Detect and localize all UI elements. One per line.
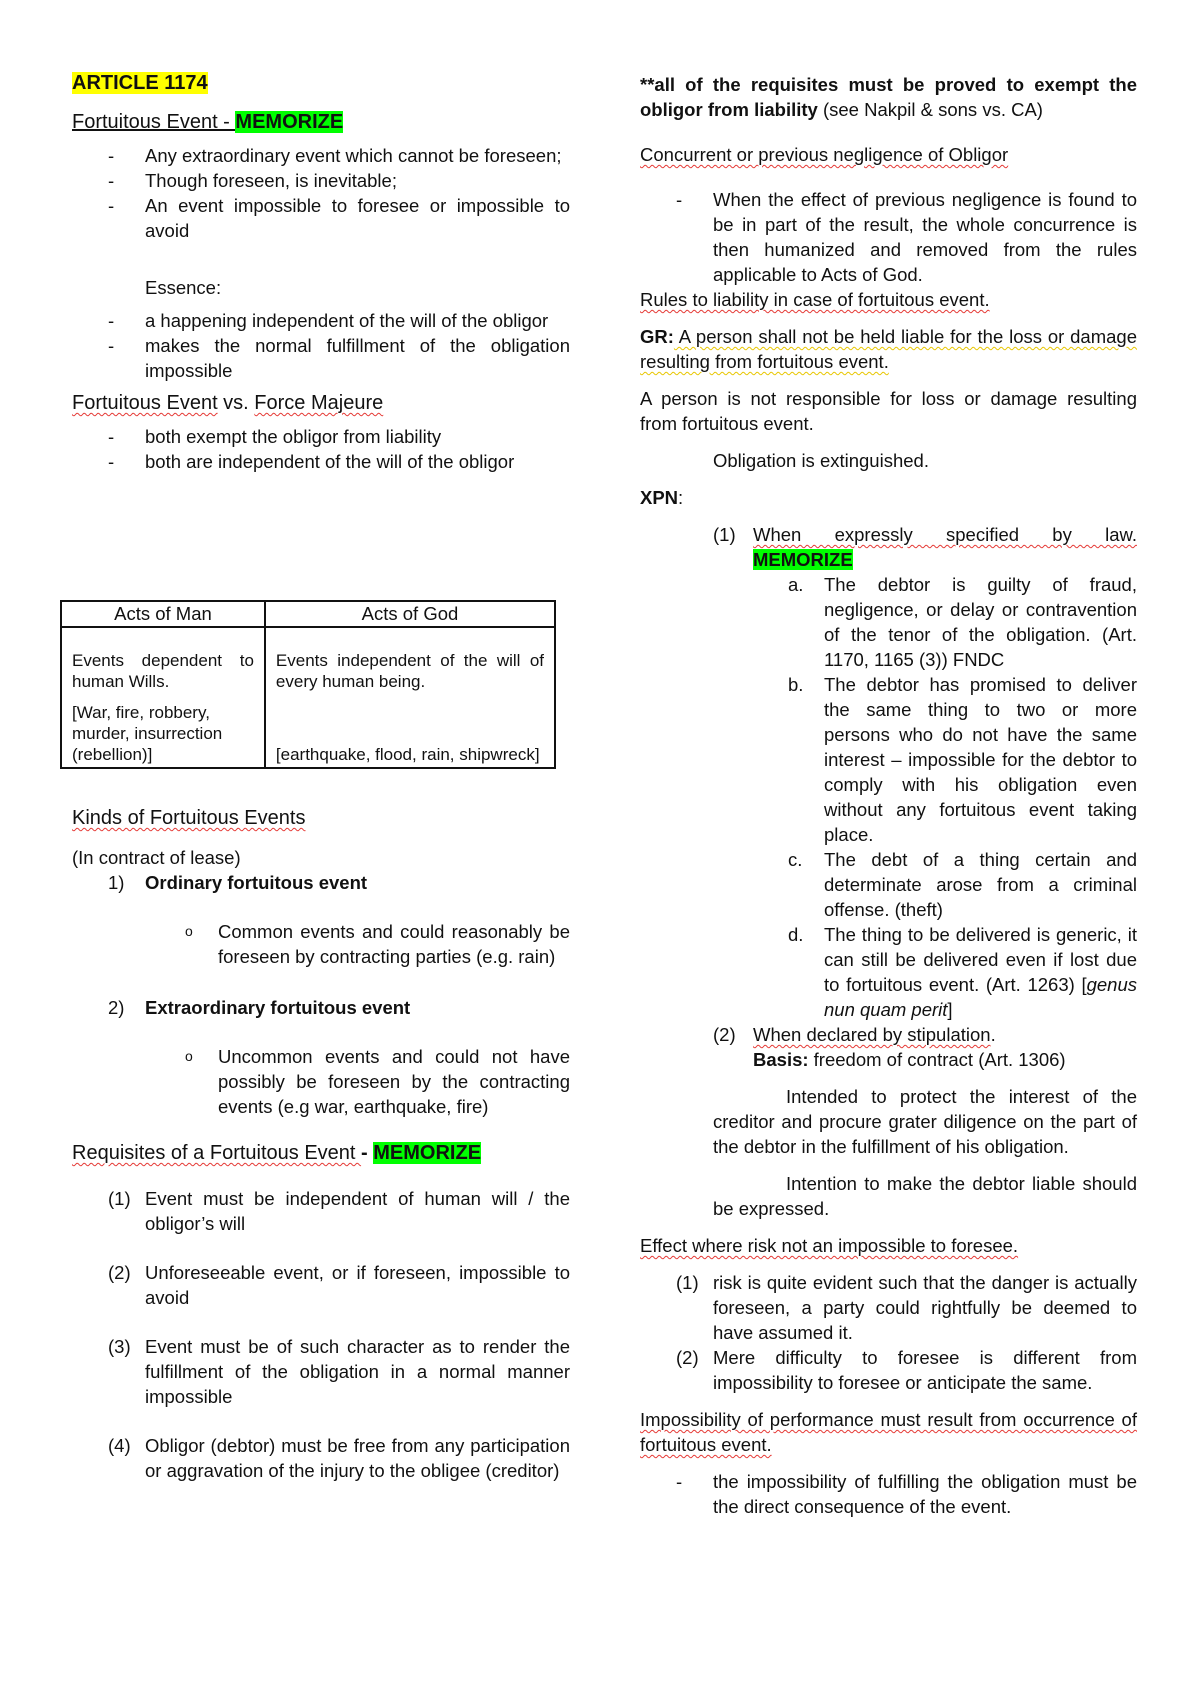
essence-label: Essence: [145, 277, 222, 298]
list-item: 2) Extraordinary fortuitous event [108, 997, 411, 1018]
list-item: o Uncommon events and could not have possibly be foreseen by the contracting events (e.g war, earthquake, fire) [185, 1046, 570, 1117]
intended-note: Intended to protect the interest of the creditor and procure grater diligence on the part of the debtor in the fulfillment of his obligation. [713, 1086, 1137, 1157]
kinds-note: (In contract of lease) [72, 847, 241, 868]
list-item: - a happening independent of the will of the obligor [108, 310, 549, 331]
list-item: (1) risk is quite evident such that the danger is actually foreseen, a party could rightfully be deemed to have assumed it. [676, 1272, 1137, 1343]
table-cell: Events dependent to human Wills. [War, fire, robbery, murder, insurrection (rebellion)] [61, 627, 265, 768]
list-item: - When the effect of previous negligence is found to be in part of the result, the whole concurrence is then humanized and removed from the rules applicable to Acts of God. [676, 189, 1137, 285]
effect-heading: Effect where risk not an impossible to foresee. [640, 1235, 1019, 1256]
list-item: d. The thing to be delivered is generic, it can still be delivered even if lost due to fortuitous event. (Art. 1263) [genus nun quam perit] [788, 924, 1137, 1020]
kinds-heading: Kinds of Fortuitous Events [72, 807, 306, 829]
list-item: o Common events and could reasonably be foreseen by contracting parties (e.g. rain) [185, 921, 570, 967]
table-header: Acts of Man [61, 601, 265, 627]
fortuitous-event-list [72, 143, 570, 243]
concurrent-heading: Concurrent or previous negligence of Obligor [640, 144, 1009, 165]
table-header: Acts of God [265, 601, 555, 627]
fortuitous-event-heading: Fortuitous Event - MEMORIZE [72, 111, 344, 133]
list-item: (2) Unforeseeable event, or if foreseen, impossible to avoid [108, 1262, 570, 1308]
list-item: - Any extraordinary event which cannot be foreseen; [108, 145, 562, 166]
table-cell: Events independent of the will of every human being. [earthquake, flood, rain, shipwreck] [265, 627, 555, 768]
all-requisites-note: **all of the requisites must be proved to exempt the obligor from liability (see Nakpil & sons vs. CA) [640, 74, 1137, 120]
exception-1: (1) When expressly specified by law. MEMORIZE [713, 524, 1137, 570]
article-heading: ARTICLE 1174 [72, 72, 208, 94]
right-column [640, 72, 1137, 1519]
rules-heading: Rules to liability in case of fortuitous event. [640, 289, 990, 310]
requisites-heading: Requisites of a Fortuitous Event - MEMORIZE [72, 1142, 482, 1164]
list-item: c. The debt of a thing certain and determinate arose from a criminal offense. (theft) [788, 849, 1137, 920]
extinguished-note: Obligation is extinguished. [713, 450, 929, 471]
essence-list [72, 308, 570, 383]
memorize-badge: MEMORIZE [235, 111, 344, 133]
acts-table [60, 600, 556, 769]
intention-note: Intention to make the debtor liable should be expressed. [713, 1173, 1137, 1219]
xpn-label: XPN: [640, 487, 684, 508]
list-item: (4) Obligor (debtor) must be free from any participation or aggravation of the injury to the obligee (creditor) [108, 1435, 570, 1481]
general-rule: GR: A person shall not be held liable for the loss or damage resulting from fortuitous event. [640, 326, 1137, 372]
list-item: b. The debtor has promised to deliver the same thing to two or more persons who do not have the same interest – impossible for the debtor to comply with his obligation even without any fortuitous event taking place. [788, 674, 1137, 845]
list-item: a. The debtor is guilty of fraud, negligence, or delay or contravention of the tenor of the obligation. (Art. 1170, 1165 (3)) FNDC [788, 574, 1137, 670]
left-column [72, 70, 570, 474]
impossibility-heading: Impossibility of performance must result from occurrence of fortuitous event. [640, 1409, 1137, 1455]
memorize-badge: MEMORIZE [373, 1142, 482, 1164]
memorize-badge: MEMORIZE [753, 549, 853, 570]
list-item: - both are independent of the will of the obligor [108, 451, 515, 472]
list-item: - An event impossible to foresee or impossible to avoid [108, 195, 570, 241]
person-rule: A person is not responsible for loss or damage resulting from fortuitous event. [640, 388, 1137, 434]
list-item: - makes the normal fulfillment of the obligation impossible [108, 335, 570, 381]
list-item: - the impossibility of fulfilling the obligation must be the direct consequence of the event. [676, 1471, 1137, 1517]
exception-2: (2) When declared by stipulation. Basis: freedom of contract (Art. 1306) [713, 1024, 1066, 1070]
list-item: - both exempt the obligor from liability [108, 426, 442, 447]
list-item: (3) Event must be of such character as to render the fulfillment of the obligation in a normal manner impossible [108, 1336, 570, 1407]
kinds-section [72, 806, 570, 1483]
list-item: (2) Mere difficulty to foresee is different from impossibility to foresee or anticipate the same. [676, 1347, 1137, 1393]
vs-list [72, 424, 570, 474]
list-item: - Though foreseen, is inevitable; [108, 170, 397, 191]
list-item: 1) Ordinary fortuitous event [108, 872, 368, 893]
vs-heading: Fortuitous Event vs. Force Majeure [72, 392, 384, 414]
list-item: (1) Event must be independent of human will / the obligor’s will [108, 1188, 570, 1234]
